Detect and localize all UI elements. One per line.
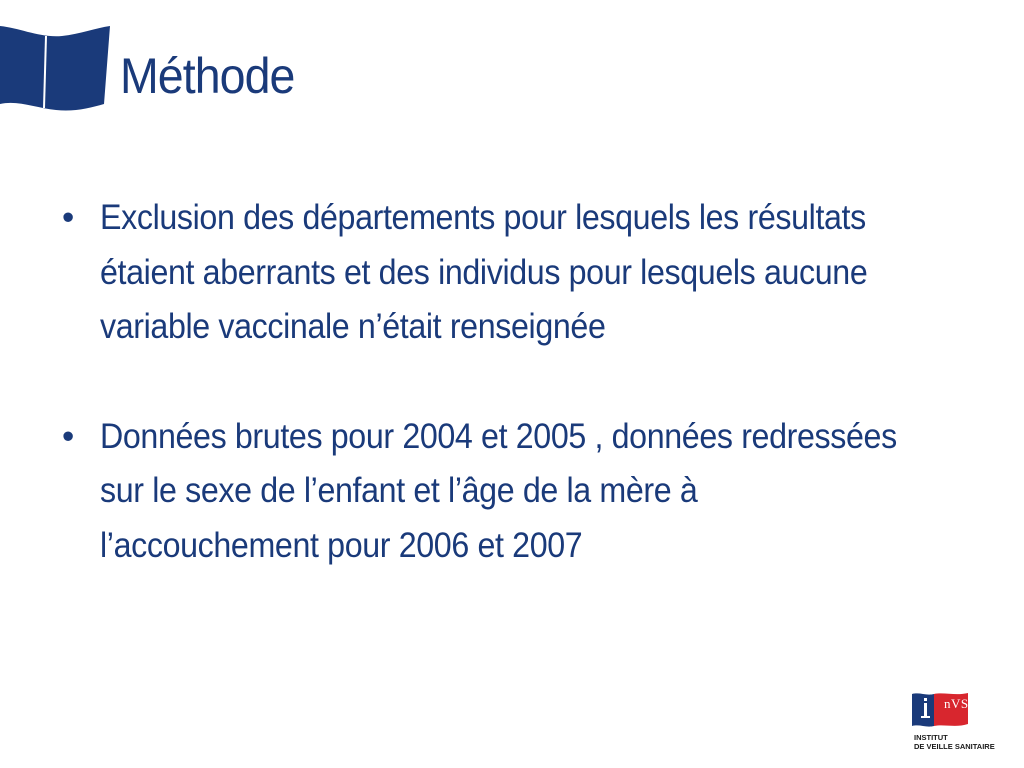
bullet-item	[56, 191, 876, 355]
invs-logo	[912, 690, 1004, 756]
waving-flag-icon	[0, 26, 112, 114]
slide-title: Méthode	[120, 48, 295, 104]
bullet-item	[56, 410, 897, 574]
bullet-marker: •	[62, 198, 74, 237]
bullet-marker: •	[62, 416, 74, 456]
bullet-text: Données brutes pour 2004 et 2005 , données redressées sur le sexe de l’enfant et l’âge de la mère à l’accouchement pour 2006 et 2007	[100, 416, 897, 565]
bullet-list	[56, 191, 897, 573]
bullet-text: Exclusion des départements pour lesquels les résultats étaient aberrants et des individus pour lesquels aucune variable vaccinale n’était renseignée	[100, 198, 868, 346]
invs-logo-line-2: DE VEILLE SANITAIRE	[914, 742, 995, 751]
invs-logo-line-1: INSTITUT	[914, 733, 948, 742]
invs-logo-mark-text: nVS	[944, 696, 969, 711]
